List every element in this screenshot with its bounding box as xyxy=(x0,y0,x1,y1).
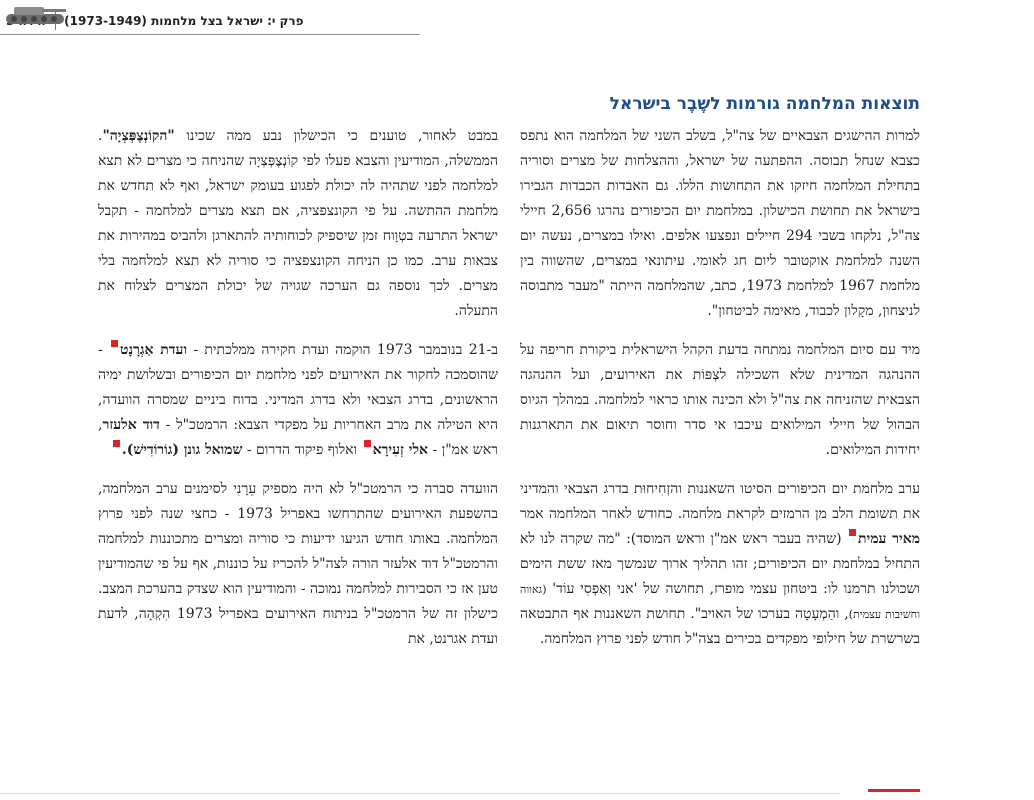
paragraph: למרות ההישגים הצבאיים של צה"ל, בשלב השני של המלחמה הוא נתפס כצבא שנחל תבוסה. ההפתעה של ישראל, וההצלחות של מצרים וסוריה בתחילת המלחמה חיזקו את התחושות הללו. גם האבדות הכבדות הגבירו בישראל את תחושת הכישלון. במלחמת יום הכיפורים נהרגו 2,656 חיילי צה"ל, נלקחו בשבי 294 חיילים ונפצעו אלפים. ואילו במצרים, נעשה יום השנה למלחמת אוקטובר ליום חג לאומי. עיתונאי במצרים, שהשווה בין מלחמת 1967 למלחמת 1973, כתב, שהמלחמה הייתה "מעבר מתבוסה לניצחון, מקָלון לכבוד, מאימה לביטחון". xyxy=(520,128,921,319)
glossary-marker-icon xyxy=(113,440,120,447)
term-shmuel-gonen[interactable]: שמואל גונן (גוֹרוֹדִישׁ). xyxy=(121,442,243,458)
glossary-marker-icon xyxy=(111,340,118,347)
term-eli-zeira[interactable]: אלי זְעִירָא xyxy=(372,442,429,458)
term-conception: "הקוֹנְצֶפְּצְיָה" xyxy=(102,128,175,144)
right-column xyxy=(520,124,920,666)
term-agranat[interactable]: ועדת אַגְרָנָט xyxy=(120,342,188,358)
tank-icon xyxy=(2,0,68,30)
left-column xyxy=(98,124,498,666)
paragraph: ב-21 בנובמבר 1973 הוקמה ועדת חקירה ממלכתית - ועדת אַגְרָנָט - שהוסמכה לחקור את האירועים לפני מלחמת יום הכיפורים ובשלושת ימיה הראשונים, בדרג הצבאי ולא בדרג המדיני. בדוח ביניים שמסרה הוועדה, היא הטילה את מרב האחריות על מפקדי הצבא: הרמטכ"ל - דוד אלעזר, ראש אמ"ן - אלי זְעִירָא ואלוף פיקוד הדרום - שמואל גונן (גוֹרוֹדִישׁ). xyxy=(98,342,498,458)
glossary-marker-icon xyxy=(364,440,371,447)
term-meir-amit[interactable]: מאיר עמית xyxy=(857,531,921,547)
paragraph: מיד עם סיום המלחמה נמתחה בדעת הקהל הישראלית ביקורת חריפה על ההנהגה המדינית שלא השכילה לצְפּוֹת את האירועים, ועל ההנהגה הצבאית שהזניחה את צה"ל ולא הכינה אותו כראוי למלחמה. במהלך הגיוס הבהול של חיילי המילואים עיכבו אי סדר וחוסר תיאום את התארגנות יחידות המילואים. xyxy=(520,342,920,458)
chapter-label: פרק י: ישראל בצל מלחמות (1973-1949) xyxy=(64,14,304,28)
section-title: תוצאות המלחמה גורמות לשֶבֶר בישראל xyxy=(609,94,920,114)
paragraph: במבט לאחור, טוענים כי הכישלון נבע ממה שכינו "הקוֹנְצֶפְּצְיָה". הממשלה, המודיעין והצבא פעלו לפי קוֹנְצֶפְּצְיָה שהניחה כי מצרים לא תצא למלחמה לפני שתהיה לה יכולת לפגוע בעומק ישראל, ואף לא תחדש את מלחמת ההתשה. על פי הקונצפציה, אם תצא מצרים למלחמה - תקבל ישראל התרעה בטְוָוח זמן שיספיק לכוחותיה להתארגן ולהביס במהירות את צבאות ערב. כמו כן הניחה הקונצפציה כי סוריה לא תצא למלחמה בלי מצרים. לכך נוספה גם הערכה שגויה של יכולת המצרים לצלוח את התעלה. xyxy=(98,128,498,319)
paragraph: הוועדה סברה כי הרמטכ"ל לא היה מספיק עֵרָנִי לסימנים ערב המלחמה, בהשפעת האירועים שהתרחשו באפריל 1973 - כחצי שנה לפני פרוץ המלחמה. באותו חודש הגיעו ידיעות כי סוריה ומצרים מתכוננות למלחמה והרמטכ"ל דוד אלעזר הורה לצה"ל להכריז על כוננות, אף על פי שהמודיעין טען אז כי הסבירות למלחמה נמוכה - והמודיעין הוא שצדק בהערכת המצב. כישלון זה של הרמטכ"ל בניתוח האירועים באפריל 1973 הִקְהָה, לדעת ועדת אגרנט, את xyxy=(98,481,499,647)
footer-divider xyxy=(0,793,840,794)
footer-accent xyxy=(868,789,920,792)
glossary-marker-icon xyxy=(849,529,856,536)
paragraph: ערב מלחמת יום הכיפורים הסיטו השאננות והזְחִיחוּת בדרג הצבאי והמדיני את תשומת הלב מן הרמזים לקראת מלחמה. כחודש לאחר המלחמה אמר מאיר עמית (שהיה בעבר ראש אמ"ן וראש המוסד): "מה שקרה לנו לא התחיל במלחמת יום הכיפורים; זהו תהליך ארוך שנמשך מאז ששת הימים ושכולנו תרמנו לו: ביטחון עצמי מופרז, תחושה של 'אני וְאַפְסִי עוֹד' (גאווה וחשיבות עצמית), והַמְעָטָה בערכו של האויב". תחושת השאננות אף התבטאה בשרשרת של חילופי מפקדים בכירים בצה"ל חודש לפני פרוץ המלחמה. xyxy=(520,481,921,647)
term-david-elazar: דוד אלעזר xyxy=(102,417,160,433)
